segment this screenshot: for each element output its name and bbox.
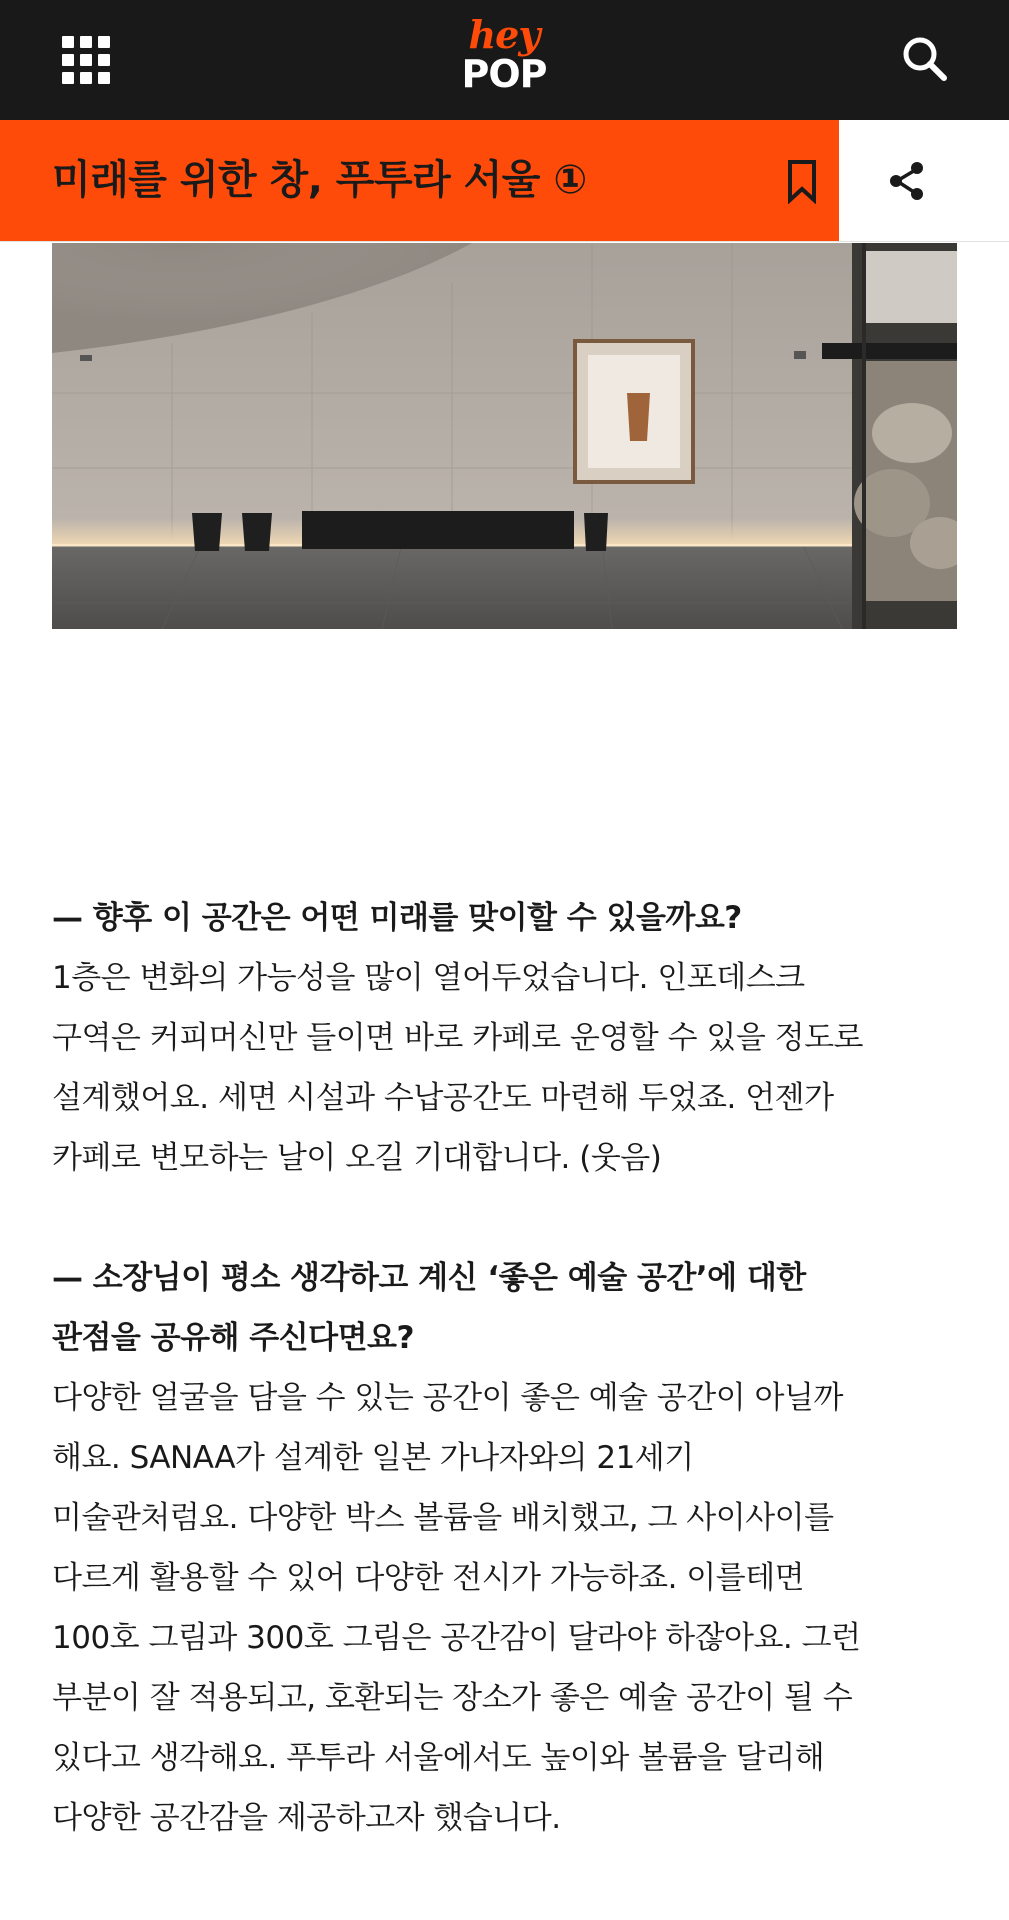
answer-2-line: 부분이 잘 적용되고, 호환되는 장소가 좋은 예술 공간이 될 수: [52, 1680, 853, 1716]
grid-dot: [62, 72, 74, 84]
article-title: 미래를 위한 창, 푸투라 서울 ①: [52, 157, 587, 203]
grid-dot: [98, 72, 110, 84]
heypop-logo[interactable]: [454, 12, 554, 106]
question-2-line: 관점을 공유해 주신다면요?: [52, 1320, 414, 1356]
answer-2-line: 있다고 생각해요. 푸투라 서울에서도 높이와 볼륨을 달리해: [52, 1740, 825, 1776]
answer-1-line: 1층은 변화의 가능성을 많이 열어두었습니다. 인포데스크: [52, 960, 805, 996]
answer-1-line: 카페로 변모하는 날이 오길 기대합니다. (웃음): [52, 1140, 662, 1176]
share-icon-graphic: [884, 158, 930, 204]
answer-2-line: 다양한 얼굴을 담을 수 있는 공간이 좋은 예술 공간이 아닐까: [52, 1380, 843, 1416]
title-bar-accent: [0, 120, 839, 241]
answer-2-line: 해요. SANAA가 설계한 일본 가나자와의 21세기: [52, 1440, 694, 1476]
grid-dot: [80, 36, 92, 48]
answer-1-line: 구역은 커피머신만 들이면 바로 카페로 운영할 수 있을 정도로: [52, 1020, 863, 1056]
grid-dot: [62, 36, 74, 48]
question-2-line: — 소장님이 평소 생각하고 계신 ‘좋은 예술 공간’에 대한: [52, 1260, 806, 1296]
answer-2-line: 미술관처럼요. 다양한 박스 볼륨을 배치했고, 그 사이사이를: [52, 1500, 834, 1536]
paragraph-spacer: [52, 1188, 957, 1248]
grid-menu-icon[interactable]: [56, 30, 110, 84]
logo-pop-text: POP: [461, 52, 547, 96]
top-navigation-bar: [0, 0, 1009, 120]
grid-dot: [98, 54, 110, 66]
question-1: — 향후 이 공간은 어떤 미래를 맞이할 수 있을까요?: [52, 900, 742, 936]
answer-2-line: 다르게 활용할 수 있어 다양한 전시가 가능하죠. 이를테면: [52, 1560, 805, 1596]
share-icon[interactable]: [884, 158, 930, 204]
gallery-interior-illustration: [52, 243, 957, 629]
grid-dot: [98, 36, 110, 48]
grid-dot: [80, 54, 92, 66]
answer-2-line: 100호 그림과 300호 그림은 공간감이 달라야 하잖아요. 그런: [52, 1620, 861, 1656]
logo-hey-text: hey: [468, 12, 540, 57]
answer-2-line: 다양한 공간감을 제공하고자 했습니다.: [52, 1800, 561, 1836]
bookmark-icon-graphic: [782, 158, 822, 204]
search-icon[interactable]: [898, 32, 952, 86]
search-icon-graphic: [898, 32, 952, 86]
grid-dot: [62, 54, 74, 66]
article-body: [52, 888, 957, 1848]
answer-1-line: 설계했어요. 세면 시설과 수납공간도 마련해 두었죠. 언젠가: [52, 1080, 834, 1116]
grid-dot: [80, 72, 92, 84]
article-title-bar: [0, 120, 1009, 242]
bookmark-icon[interactable]: [782, 158, 822, 204]
gallery-interior-photo: [52, 243, 957, 629]
